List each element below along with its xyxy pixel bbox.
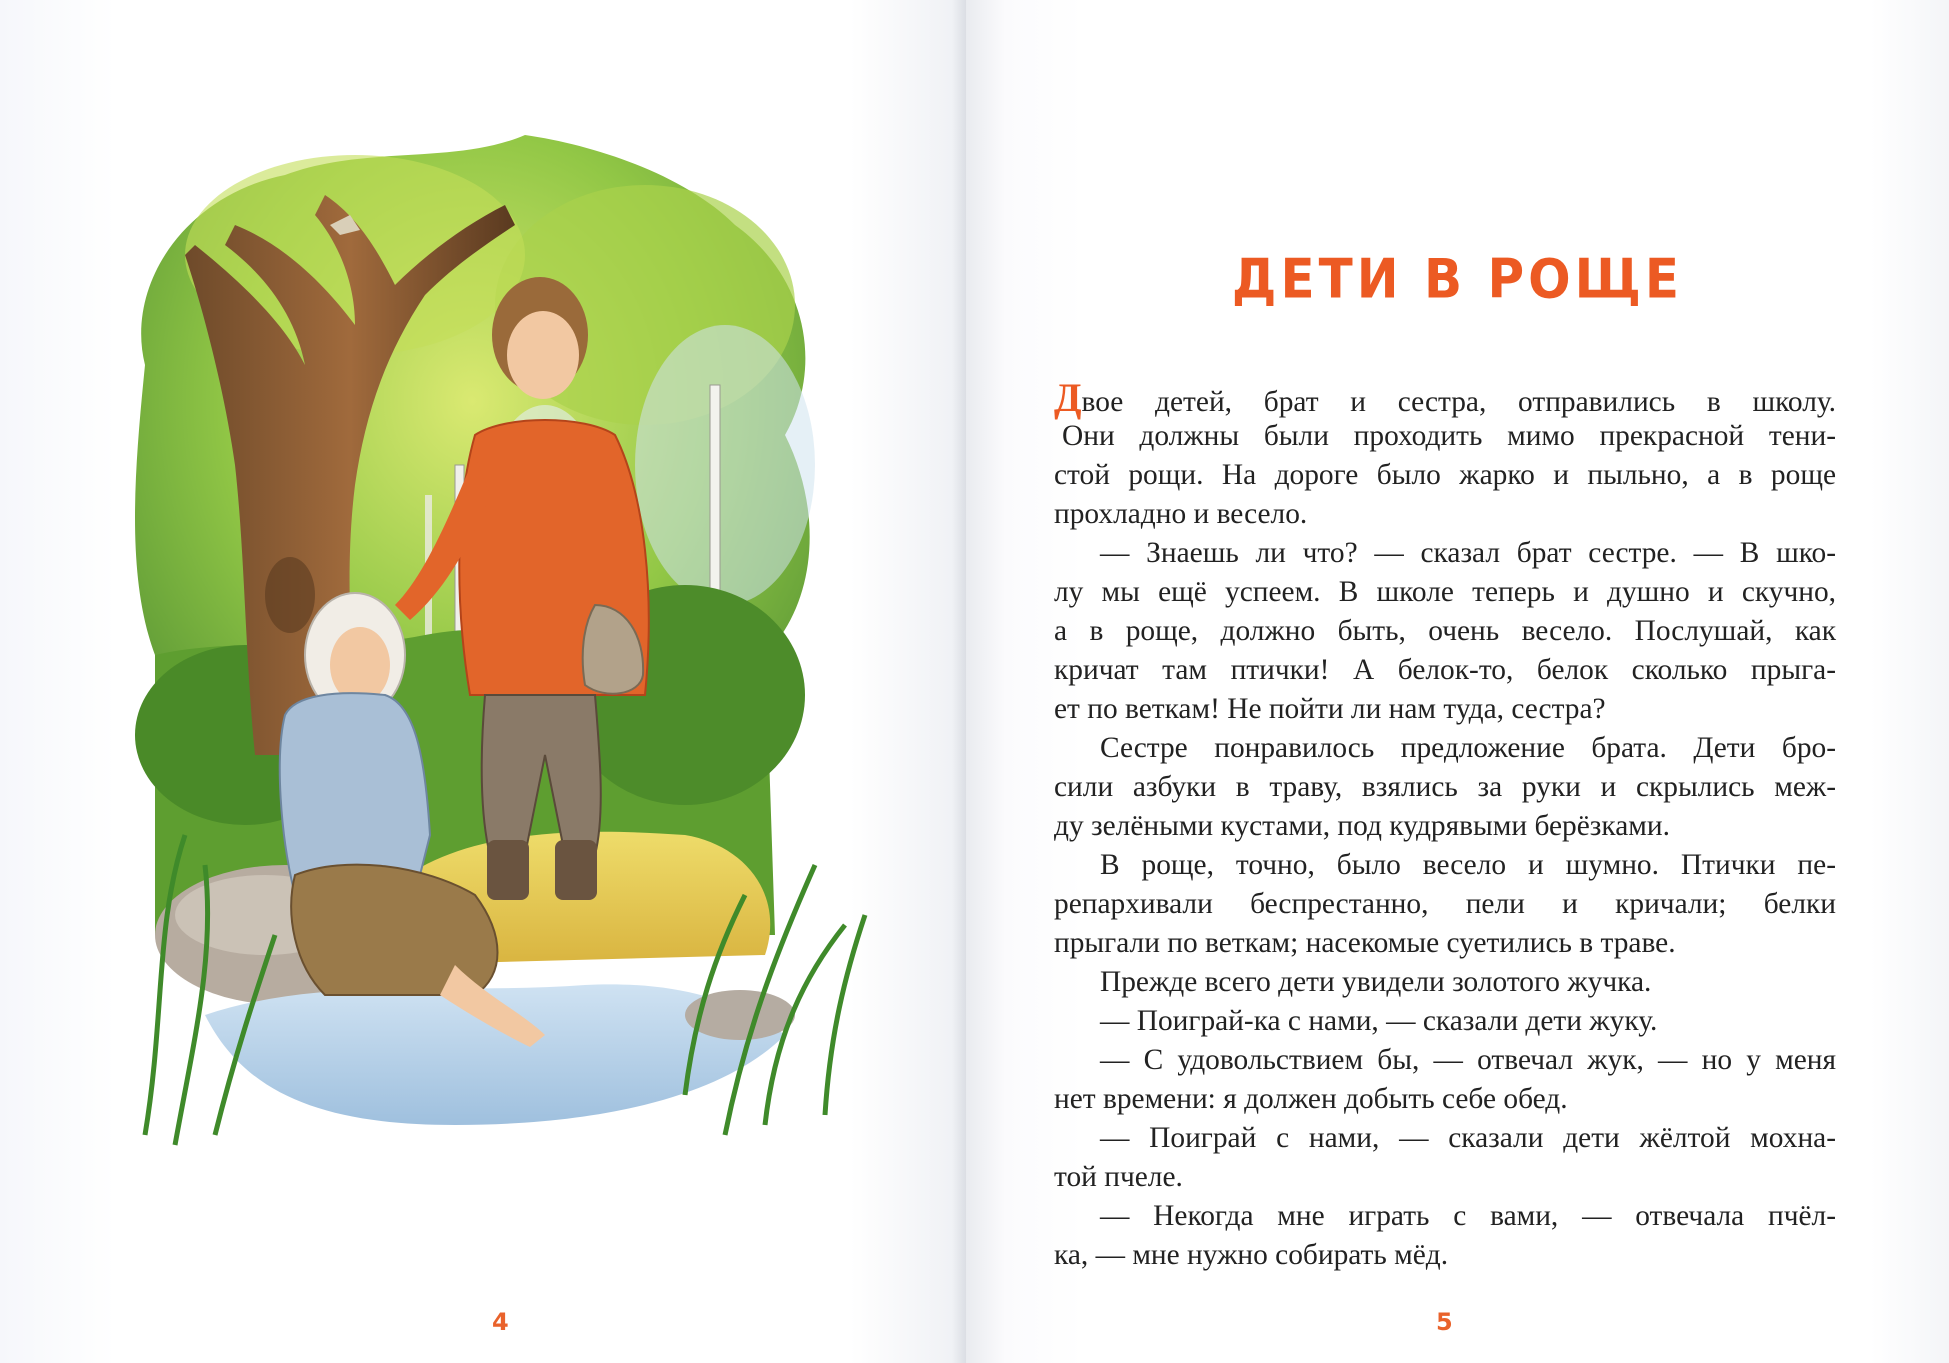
text-line: — Знаешь ли что? — сказал брат сестре. — В шко- [1100,537,1836,569]
text-line: Прежде всего дети увидели золотого жучка. [1100,966,1652,998]
text-line: Сестре понравилось предложение брата. Дети бро- [1100,732,1836,764]
left-page [0,0,966,1363]
text-line: лу мы ещё успеем. В школе теперь и душно и скучно, [1054,576,1836,608]
text-line: — Некогда мне играть с вами, — отвечала пчёл- [1100,1200,1836,1232]
text-line: ет по веткам! Не пойти ли нам туда, сестра? [1054,693,1606,725]
text-line: ду зелёными кустами, под кудрявыми берёзками. [1054,810,1670,842]
text-line: а в роще, должно быть, очень весело. Послушай, как [1054,615,1836,647]
forest-grove-children-illustration [125,135,875,1185]
story-text [1054,375,1836,1275]
page-number-left: 4 [492,1308,509,1336]
drop-cap: Д [1054,375,1082,420]
text-line: ка, — мне нужно собирать мёд. [1054,1239,1449,1271]
text-line: прыгали по веткам; насекомые суетились в траве. [1054,927,1676,959]
text-line [1054,375,1836,420]
text-line: репархивали беспрестанно, пели и кричали; белки [1054,888,1836,920]
text-line: кричат там птички! А белок-то, белок сколько прыга- [1054,654,1836,686]
first-line-text: вое детей, брат и сестра, отправились в школу. [1081,386,1836,418]
text-line: Они должны были проходить мимо прекрасной тени- [1062,420,1836,452]
text-line: — Поиграй с нами, — сказали дети жёлтой мохна- [1100,1122,1836,1154]
text-line: стой рощи. На дороге было жарко и пыльно, а в роще [1054,459,1836,491]
text-line: прохладно и весело. [1054,498,1308,530]
text-line: сили азбуки в траву, взялись за руки и скрылись меж- [1054,771,1836,803]
text-line: — Поиграй-ка с нами, — сказали дети жуку. [1100,1005,1658,1037]
page-number-right: 5 [1436,1308,1453,1336]
story-title: ДЕТИ В РОЩЕ [1231,247,1684,311]
text-line: нет времени: я должен добыть себе обед. [1054,1083,1568,1115]
text-line: — С удовольствием бы, — отвечал жук, — но у меня [1100,1044,1836,1076]
text-line: В роще, точно, было весело и шумно. Птички пе- [1100,849,1836,881]
text-line: той пчеле. [1054,1161,1183,1193]
